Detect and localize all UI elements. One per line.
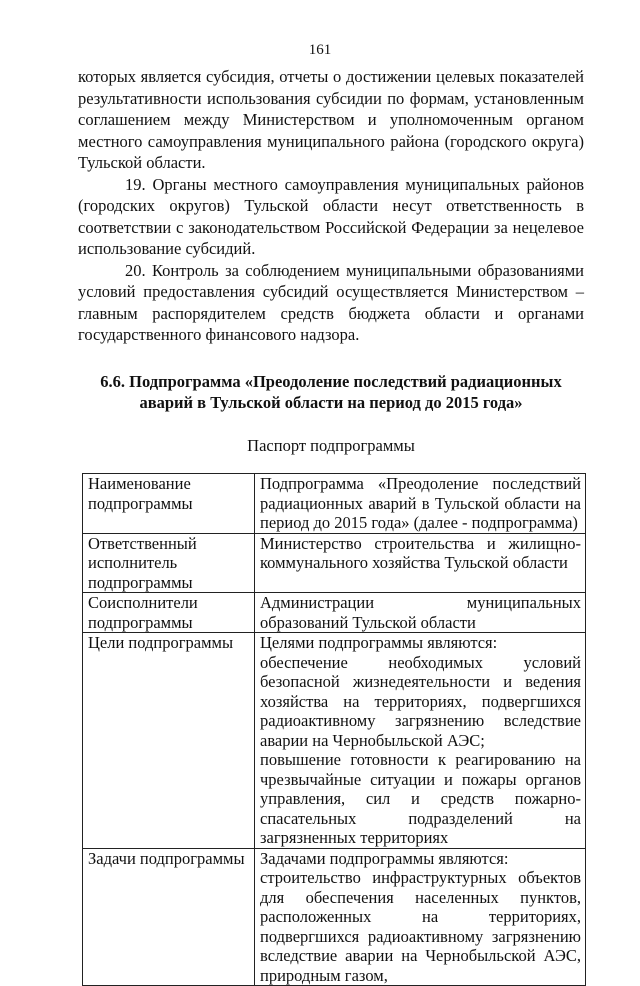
- row-label: Ответственный исполнитель подпрограммы: [83, 533, 255, 593]
- table-row: [83, 848, 586, 986]
- table-row: [83, 593, 586, 633]
- row-value-line: строительство инфраструктурных объектов для обеспечения населенных пунктов, расположенных на территориях, подвергшихся радиоактивному загрязнению вследствие аварии на Чернобыльской АЭС, природным газом,: [260, 868, 581, 985]
- paragraph-19: 19. Органы местного самоуправления муниципальных районов (городских округов) Тульской области несут ответственность в соответствии с законодательством Российской Федерации за нецелевое использование субсидий.: [78, 174, 584, 258]
- document-body: [78, 66, 584, 986]
- page-number: 161: [308, 42, 332, 58]
- section-heading: 6.6. Подпрограмма «Преодоление последствий радиационных аварий в Тульской области на период до 2015 года»: [100, 371, 562, 412]
- row-value-line: Министерство строительства и жилищно-коммунального хозяйства Тульской области: [260, 533, 581, 572]
- row-value: [255, 593, 586, 633]
- row-value: [255, 474, 586, 534]
- row-value: [255, 633, 586, 849]
- row-label: Цели подпрограммы: [83, 633, 255, 849]
- row-value-line: Подпрограмма «Преодоление последствий радиационных аварий в Тульской области на период до 2015 года» (далее - подпрограмма): [260, 474, 581, 532]
- row-value-line: Целями подпрограммы являются:: [260, 633, 498, 652]
- row-value-line: Задачами подпрограммы являются:: [260, 848, 509, 868]
- row-label: Задачи подпрограммы: [83, 848, 255, 986]
- row-value-line: обеспечение необходимых условий безопасной жизнедеятельности и ведения хозяйства на территориях, подвергшихся радиоактивному загрязнению вследствие аварии на Чернобыльской АЭС;: [260, 652, 581, 750]
- row-value-line: повышение готовности к реагированию на чрезвычайные ситуации и пожары органов управления, сил и средств пожарно-спасательных подразделений на загрязненных территориях: [260, 750, 581, 847]
- paragraph-20: 20. Контроль за соблюдением муниципальными образованиями условий предоставления субсидий осуществляется Министерством – главным распорядителем средств бюджета области и органами государственного финансового надзора.: [78, 260, 584, 344]
- passport-title: Паспорт подпрограммы: [247, 435, 415, 455]
- passport-table: [82, 473, 586, 986]
- row-value: [255, 533, 586, 593]
- row-label: Наименование подпрограммы: [83, 474, 255, 534]
- paragraph-continuation: которых является субсидия, отчеты о достижении целевых показателей результативности использования субсидии по формам, установленным соглашением между Министерством и уполномоченным органом местного самоуправления муниципального района (городского округа) Тульской области.: [78, 67, 584, 172]
- table-row: [83, 474, 586, 534]
- row-value: [255, 848, 586, 986]
- table-row: [83, 633, 586, 849]
- row-value-line: Администрации муниципальных образований Тульской области: [260, 593, 581, 632]
- table-row: [83, 533, 586, 593]
- row-label: Соисполнители подпрограммы: [83, 593, 255, 633]
